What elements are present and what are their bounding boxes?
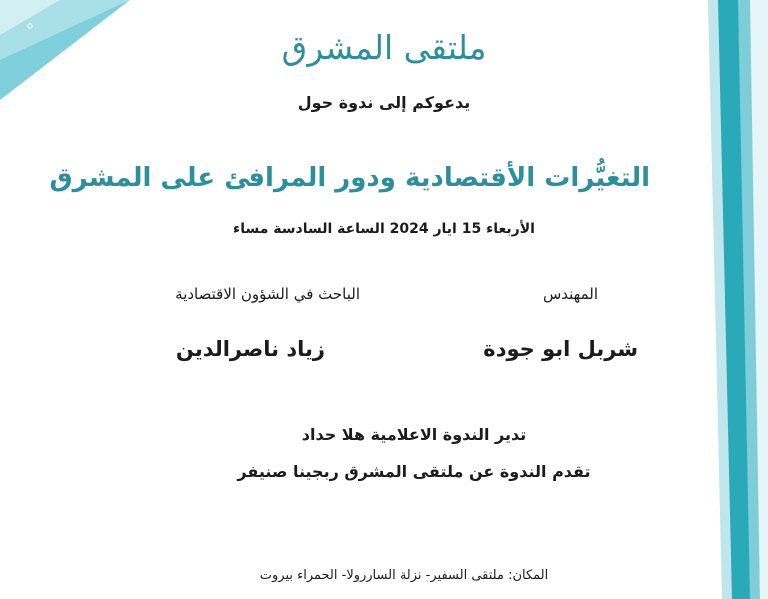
side-stripe-decoration [708,0,768,599]
seminar-title: التغيُّرات الأقتصادية ودور المرافئ على المشرق [49,163,650,193]
speaker-2-title: الباحث في الشؤون الاقتصادية [175,285,360,303]
moderator-line: تدير الندوة الاعلامية هلا حداد [301,425,527,444]
organization-name: ملتقى المشرق [281,28,487,67]
speaker-2-name: زياد ناصرالدين [175,337,325,361]
venue-line: المكان: ملتقى السفير- نزلة الساررولا- الحمراء بيروت [259,568,549,583]
speaker-1-title: المهندس [542,285,598,303]
presenter-line: تقدم الندوة عن ملتقى المشرق ربجينا صنيفر [237,462,591,481]
seminar-date: الأربعاء 15 ايار 2024 الساعة السادسة مساء [233,221,535,237]
invitation-line: يدعوكم إلى ندوة حول [297,93,471,112]
speaker-1-name: شربل ابو جودة [483,337,638,361]
